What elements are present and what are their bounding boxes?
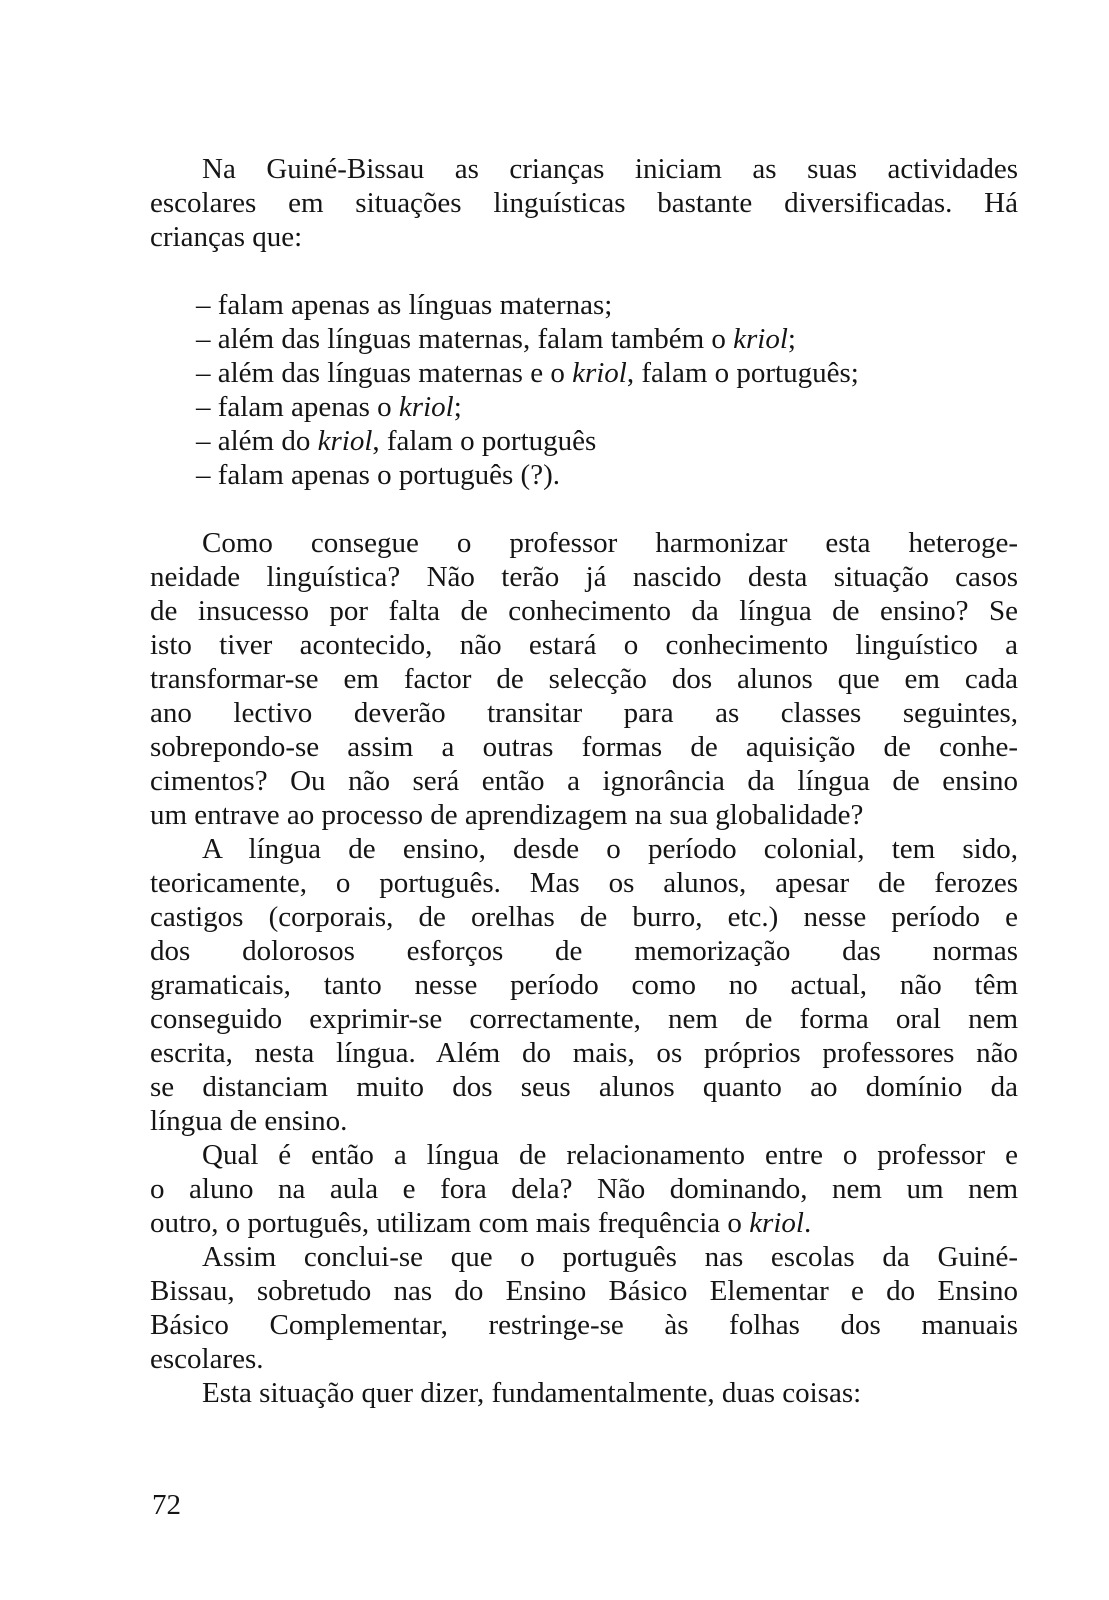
text-line: Básico Complementar, restringe-se às folhas dos manuais — [150, 1309, 1018, 1341]
text-line: Bissau, sobretudo nas do Ensino Básico Elementar e do Ensino — [150, 1275, 1018, 1307]
intro-paragraph — [150, 152, 1018, 254]
text-line: Na Guiné-Bissau as crianças iniciam as suas actividades — [202, 153, 1018, 185]
text-line: neidade linguística? Não terão já nascido desta situação casos — [150, 561, 1018, 593]
text-line: de insucesso por falta de conhecimento da língua de ensino? Se — [150, 595, 1018, 627]
text-line: escolares em situações linguísticas bastante diversificadas. Há — [150, 187, 1018, 219]
list-item: – além das línguas maternas, falam também o kriol; — [196, 323, 796, 355]
page-body — [150, 152, 1018, 1410]
text-line: língua de ensino. — [150, 1105, 348, 1137]
text-line: Qual é então a língua de relacionamento entre o professor e — [202, 1139, 1018, 1171]
text-line: se distanciam muito dos seus alunos quanto ao domínio da — [150, 1071, 1018, 1103]
text-line: Assim conclui-se que o português nas escolas da Guiné- — [202, 1241, 1018, 1273]
text-line: crianças que: — [150, 221, 303, 253]
paragraph-teaching-language — [150, 832, 1018, 1138]
text-line: Como consegue o professor harmonizar esta heteroge- — [202, 527, 1018, 559]
text-line: um entrave ao processo de aprendizagem na sua globalidade? — [150, 799, 864, 831]
text-line: escolares. — [150, 1343, 264, 1375]
list-item: – falam apenas o português (?). — [196, 459, 560, 491]
text-line: gramaticais, tanto nesse período como no actual, não têm — [150, 969, 1018, 1001]
paragraph-relationship-language — [150, 1138, 1018, 1240]
text-line: dos dolorosos esforços de memorização das normas — [150, 935, 1018, 967]
list-item: – além das línguas maternas e o kriol, falam o português; — [196, 357, 859, 389]
text-line: outro, o português, utilizam com mais frequência o kriol. — [150, 1207, 812, 1239]
text-line: teoricamente, o português. Mas os alunos, apesar de ferozes — [150, 867, 1018, 899]
list-item: – além do kriol, falam o português — [196, 425, 597, 457]
list-item: – falam apenas o kriol; — [196, 391, 462, 423]
text-line: A língua de ensino, desde o período colonial, tem sido, — [202, 833, 1018, 865]
text-line: ano lectivo deverão transitar para as classes seguintes, — [150, 697, 1018, 729]
text-line: o aluno na aula e fora dela? Não dominando, nem um nem — [150, 1173, 1018, 1205]
text-line: transformar-se em factor de selecção dos alunos que em cada — [150, 663, 1018, 695]
list-item: – falam apenas as línguas maternas; — [196, 289, 613, 321]
text-line: cimentos? Ou não será então a ignorância da língua de ensino — [150, 765, 1018, 797]
text-line: isto tiver acontecido, não estará o conhecimento linguístico a — [150, 629, 1018, 661]
text-line: Esta situação quer dizer, fundamentalmente, duas coisas: — [202, 1377, 862, 1409]
text-line: sobrepondo-se assim a outras formas de aquisição de conhe- — [150, 731, 1018, 763]
page-number: 72 — [152, 1489, 181, 1521]
text-line: castigos (corporais, de orelhas de burro, etc.) nesse período e — [150, 901, 1018, 933]
paragraph-two-things — [150, 1376, 1018, 1410]
paragraph-heterogeneity — [150, 526, 1018, 832]
text-line: conseguido exprimir-se correctamente, nem de forma oral nem — [150, 1003, 1018, 1035]
paragraph-conclusion — [150, 1240, 1018, 1376]
situations-list — [150, 288, 1018, 492]
text-line: escrita, nesta língua. Além do mais, os próprios professores não — [150, 1037, 1018, 1069]
